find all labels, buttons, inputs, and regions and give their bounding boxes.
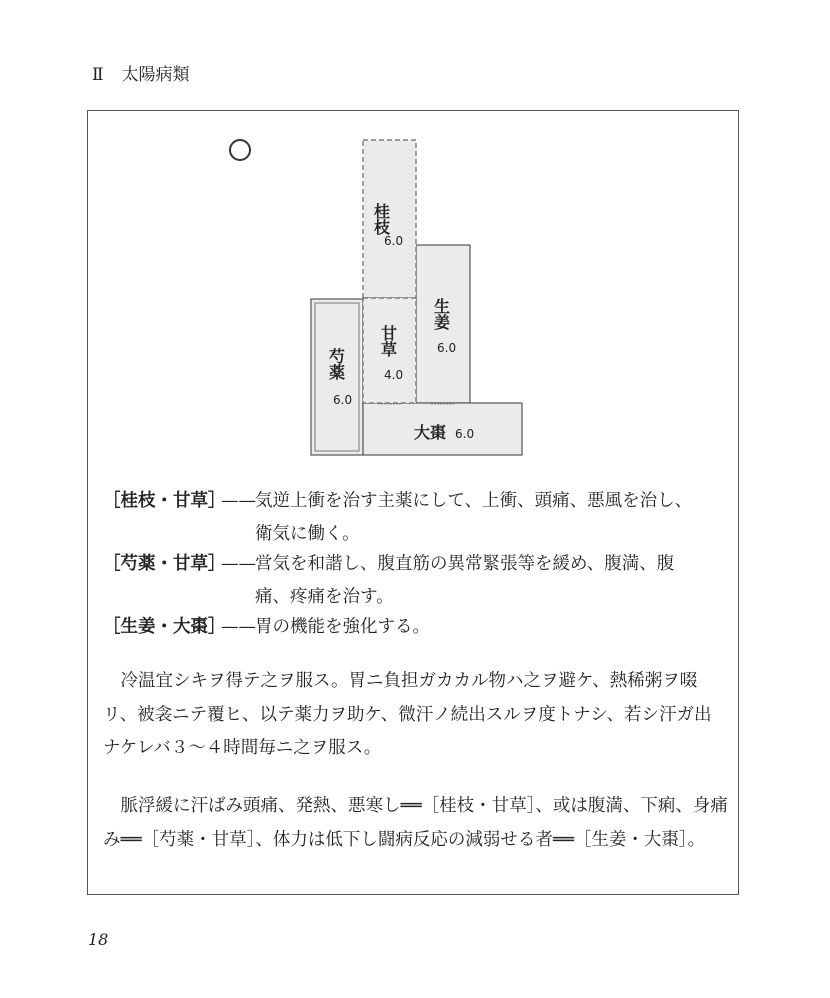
pair-key: ［芍薬・甘草］ xyxy=(103,554,226,574)
herb-value: 6.0 xyxy=(333,393,353,407)
pair-dash: —— xyxy=(221,491,256,511)
pair-entry xyxy=(103,611,725,644)
pair-text: 気逆上衝を治す主薬にして、上衝、頭痛、悪風を治し、 xyxy=(255,491,693,511)
pair-text: 痛、疼痛を治す。 xyxy=(255,587,394,607)
pair-dash: —— xyxy=(221,554,256,574)
herb-label: 大棗 xyxy=(414,423,447,442)
page-number: 18 xyxy=(88,930,109,949)
herb-label: 生姜 xyxy=(431,298,451,330)
chapter-number: Ⅱ xyxy=(92,65,104,85)
chapter-title: 太陽病類 xyxy=(121,65,190,85)
pair-entry xyxy=(103,485,725,551)
pair-key: ［生姜・大棗］ xyxy=(103,617,226,637)
herb-value: 4.0 xyxy=(384,368,404,382)
herb-label: 桂枝 xyxy=(371,203,391,235)
herb-value: 6.0 xyxy=(437,341,457,355)
herb-label: 芍薬 xyxy=(326,348,346,380)
circle-marker-icon xyxy=(230,140,250,160)
pair-text: 胃の機能を強化する。 xyxy=(255,617,430,637)
pair-text: 営気を和諧し、腹直筋の異常緊張等を緩め、腹満、腹 xyxy=(255,554,675,574)
pair-text: 衛気に働く。 xyxy=(255,524,360,544)
pair-key: ［桂枝・甘草］ xyxy=(103,491,226,511)
pair-dash: —— xyxy=(221,617,256,637)
pair-entry xyxy=(103,548,725,614)
paragraph-dosage: 冷温宜シキヲ得テ之ヲ服ス。胃ニ負担ガカカル物ハ之ヲ避ケ、熱稀粥ヲ啜リ、被衾ニテ覆ヒ、以テ薬力ヲ助ケ、微汗ノ続出スルヲ度トナシ、若シ汗ガ出ナケレバ３～４時間毎ニ之ヲ服ス。 xyxy=(103,671,712,758)
herb-label: 甘草 xyxy=(378,325,398,357)
herb-value: 6.0 xyxy=(455,427,475,441)
herb-diagram xyxy=(0,0,830,480)
herb-value: 6.0 xyxy=(384,234,404,248)
paragraph-indication: 脈浮緩に汗ばみ頭痛、発熱、悪寒し══［桂枝・甘草］、或は腹満、下痢、身痛み══［芍薬・甘草］、体力は低下し闘病反応の減弱せる者══［生姜・大棗］。 xyxy=(103,796,728,850)
